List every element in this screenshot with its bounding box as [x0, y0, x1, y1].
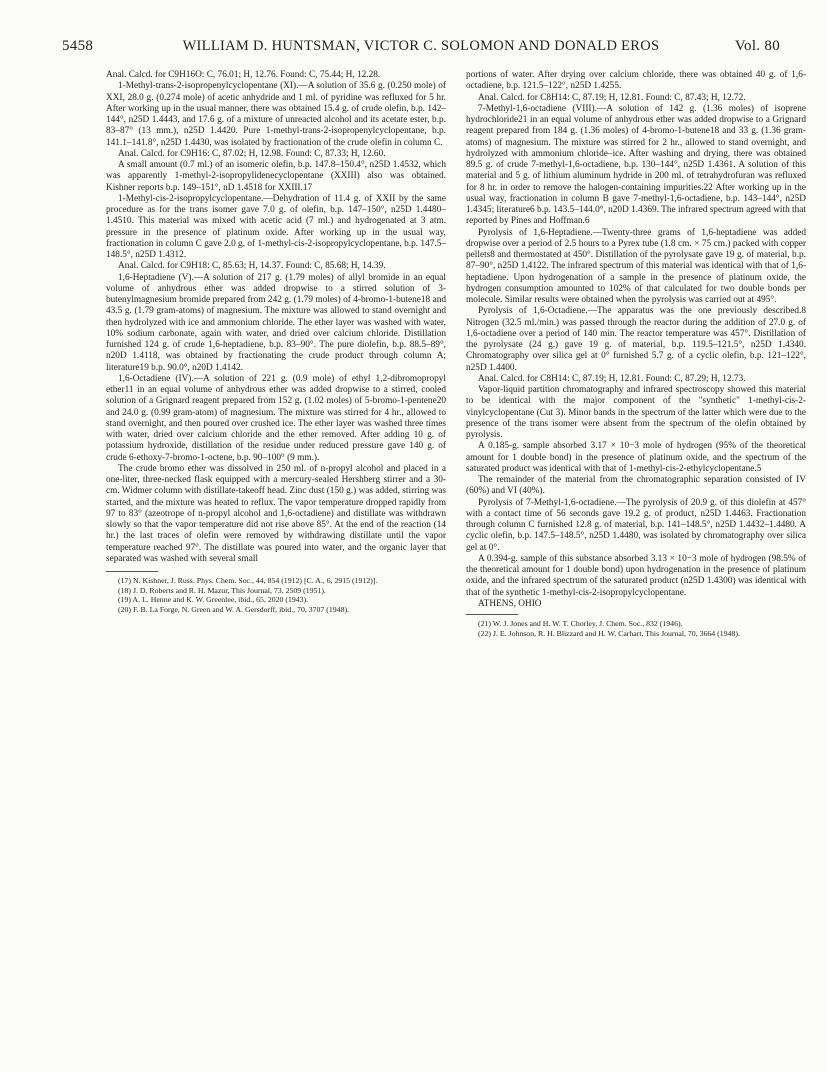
- footnote: (20) F. B. La Forge, N. Green and W. A. Gersdorff, ibid., 70, 3707 (1948).: [118, 604, 350, 614]
- footnote: (21) W. J. Jones and H. W. T. Chorley, J. Chem. Soc., 832 (1946).: [478, 619, 683, 628]
- paragraph: Anal. Calcd. for C8H14: C, 87.19; H, 12.81. Found: C, 87.29; H, 12.73.: [478, 373, 746, 384]
- paragraph: A 0.185-g. sample absorbed 3.17 × 10−3 mole of hydrogen (95% of the theoretical amount for 1 double bond) in the presence of platinum oxide, and the spectrum of the saturated product was identical with that of 1-methyl-cis-2-ethylcyclopentane.5: [466, 441, 806, 474]
- page-number: 5458: [62, 38, 94, 54]
- right-column: [466, 70, 806, 638]
- paragraph: 1-Methyl-trans-2-isopropenylcyclopentane (XI).—A solution of 35.6 g. (0.250 mole) of XXI, 28.0 g. (0.274 mole) of acetic anhydride and 1 ml. of pyridine was refluxed for 5 hr. After working up in the usual manner, there was obtained 15.4 g. of crude olefin, b.p. 142–144°, n25D 1.4443, and 17.6 g. of a mixture of unreacted alcohol and its acetate ester, b.p. 83–87° (13 mm.), n25D 1.4420. Pure 1-methyl-trans-2-isopropenylcyclopentane, b.p. 141.1–141.8°, n25D 1.4430, was isolated by fractionation of the crude olefin in column C.: [106, 81, 446, 148]
- paragraph: A small amount (0.7 ml.) of an isomeric olefin, b.p. 147.8–150.4°, n25D 1.4532, which was apparently 1-methyl-2-isopropylidenecyclopentane (XXIII) also was obtained. Kishner reports b.p. 149–151°, nD 1.4518 for XXIII.17: [106, 160, 446, 193]
- footnote: (22) J. E. Johnson, R. H. Blizzard and H. W. Carhart, This Journal, 70, 3664 (1948).: [478, 628, 740, 638]
- paragraph: Pyrolysis of 1,6-Heptadiene.—Twenty-three grams of 1,6-heptadiene was added dropwise over a period of 2.5 hours to a Pyrex tube (1.8 cm. × 75 cm.) packed with copper pellets8 and thermostated at 450°. Distillation of the pyrolysate gave 19 g. of material, b.p. 87–90°, n25D 1.4122. The infrared spectrum of this material was identical with that of 1,6-heptadiene. Upon hydrogenation of a sample in the presence of platinum oxide, the hydrogen consumption amounted to 102% of that calculated for two double bonds per molecule. Similar results were obtained when the pyrolysis was carried out at 495°.: [466, 227, 806, 305]
- footnote: (17) N. Kishner, J. Russ. Phys. Chem. Soc., 44, 854 (1912) [C. A., 6, 2915 (1912)].: [118, 576, 378, 585]
- paragraph: 1-Methyl-cis-2-isopropylcyclopentane.—Dehydration of 11.4 g. of XXII by the same procedure as for the trans isomer gave 7.0 g. of olefin, b.p. 147–150°, n25D 1.4480–1.4510. This material was mixed with acetic acid (7 ml.) and hydrogenated at 3 atm. pressure in the presence of platinum oxide. After working up in the usual way, fractionation in column C gave 2.0 g. of 1-methyl-cis-2-isopropylcyclopentane, b.p. 147.5–148.5°, n25D 1.4312.: [106, 193, 446, 260]
- paragraph: Anal. Calcd. for C9H16O: C, 76.01; H, 12.76. Found: C, 75.44; H, 12.28.: [106, 70, 381, 80]
- paragraph: portions of water. After drying over calcium chloride, there was obtained 40 g. of 1,6-octadiene, b.p. 121.5–122°, n25D 1.4255.: [466, 70, 806, 92]
- footnote-divider: [466, 614, 518, 615]
- paragraph: Anal. Calcd. for C9H16: C, 87.02; H, 12.98. Found: C, 87.33; H, 12.60.: [118, 148, 386, 159]
- paragraph: Vapor-liquid partition chromatography and infrared spectroscopy showed this material to be identical with the major component of the "synthetic" 1-methyl-cis-2-vinylcyclopentane (Cut 3). Minor bands in the spectrum of the latter which were due to the presence of the trans isomer were absent from the spectrum of the olefin obtained by pyrolysis.: [466, 385, 806, 440]
- paragraph: The crude bromo ether was dissolved in 250 ml. of n-propyl alcohol and placed in a one-liter, three-necked flask equipped with a mercury-sealed Hershberg stirrer and a 30-cm. Widmer column with distillate-takeoff head. Zinc dust (150 g.) was added, stirring was started, and the mixture was heated to reflux. The vapor temperature dropped rapidly from 97 to 83° (azeotrope of n-propyl alcohol and 1,6-octadiene) and distillate was withdrawn slowly so that the vapor temperature did not rise above 85°. At the end of the reaction (14 hr.) the last traces of olefin were removed by withdrawing distillate until the vapor temperature reached 97°. The distillate was poured into water, and the organic layer that separated was washed with several small: [106, 463, 446, 564]
- paragraph: A 0.394-g. sample of this substance absorbed 3.13 × 10−3 mole of hydrogen (98.5% of the theoretical amount for 1 double bond) upon hydrogenation in the presence of platinum oxide, and the infrared spectrum of the saturated product (n25D 1.4300) was identical with that of the synthetic 1-methyl-cis-2-isopropylcyclopentane.: [466, 553, 806, 598]
- paragraph: 1,6-Heptadiene (V).—A solution of 217 g. (1.79 moles) of allyl bromide in an equal volume of anhydrous ether was added dropwise to a stirred solution of 3-butenylmagnesium bromide prepared from 242 g. (1.79 moles) of 4-bromo-1-butene18 and 43.5 g. (1.79 gram-atoms) of magnesium. The mixture was allowed to stand overnight and then hydrolyzed with ice and ammonium chloride. The ether layer was washed with water, 10% sodium carbonate, again with water, and dried over calcium chloride. Distillation furnished 124 g. of crude 1,6-heptadiene, b.p. 83–90°. The pure diolefin, b.p. 88.5–89°, n20D 1.4118, was obtained by fractionating the crude product through column A; literature19 b.p. 90.0°, n20D 1.4142.: [106, 272, 446, 373]
- running-authors: WILLIAM D. HUNTSMAN, VICTOR C. SOLOMON AND DONALD EROS: [182, 38, 660, 54]
- paragraph: Anal. Calcd. for C9H18: C, 85.63; H, 14.37. Found: C, 85.68; H, 14.39.: [118, 261, 386, 272]
- footnote: (19) A. L. Henne and K. W. Greenlee, ibid., 65, 2020 (1943).: [118, 595, 309, 605]
- paragraph: Pyrolysis of 7-Methyl-1,6-octadiene.—The pyrolysis of 20.9 g. of this diolefin at 457° with a contact time of 56 seconds gave 19.2 g. of product, n25D 1.4463. Fractionation through column C furnished 12.8 g. of material, b.p. 141–148.5°, n25D 1.4432–1.4480. A cyclic olefin, b.p. 147.5–148.5°, n25D 1.4480, was isolated by chromatography over silica gel at 0°.: [466, 497, 806, 553]
- page-header: [62, 38, 780, 60]
- paragraph: 7-Methyl-1,6-octadiene (VIII).—A solution of 142 g. (1.36 moles) of isoprene hydrochloride21 in an equal volume of anhydrous ether was added dropwise to a Grignard reagent prepared from 184 g. (1.36 moles) of 4-bromo-1-butene18 and 33 g. (1.36 gram-atoms) of magnesium. The mixture was stirred for 2 hr., allowed to stand overnight, and hydrolyzed with ammonium chloride–ice. After washing and drying, there was obtained 89.5 g. of crude 7-methyl-1,6-octadiene, b.p. 130–144°, n25D 1.4361. A solution of this material and 5 g. of lithium aluminum hydride in 200 ml. of tetrahydrofuran was refluxed for 8 hr. in order to remove the halogen-containing impurities.22 After working up in the usual way, fractionation in column B gave 7-methyl-1,6-octadiene, b.p. 143–144°, n25D 1.4345; literature6 b.p. 143.5–144.0°, n20D 1.4369. The infrared spectrum agreed with that reported by Pines and Hoffman.6: [466, 103, 806, 227]
- paragraph: Pyrolysis of 1,6-Octadiene.—The apparatus was the one previously described.8 Nitrogen (32.5 ml./min.) was passed through the reactor during the addition of 27.0 g. of 1,6-octadiene over a period of 140 min. The reactor temperature was 457°. Distillation of the pyrolysate (24 g.) gave 19 g. of material, b.p. 119.5–121.5°, n25D 1.4340. Chromatography over silica gel at 0° furnished 5.7 g. of a cyclic olefin, b.p. 121–122°, n25D 1.4400.: [466, 306, 806, 373]
- left-column: [106, 70, 446, 614]
- affiliation: ATHENS, OHIO: [478, 598, 542, 609]
- footnote-divider: [106, 571, 158, 572]
- volume-label: Vol. 80: [734, 38, 780, 54]
- paragraph: 1,6-Octadiene (IV).—A solution of 221 g. (0.9 mole) of ethyl 1,2-dibromopropyl ether11 in an equal volume of anhydrous ether was added dropwise to a stirred, cooled solution of a Grignard reagent prepared from 152 g. (1.02 moles) of 5-bromo-1-pentene20 and 24.0 g. (0.99 gram-atom) of magnesium. The mixture was stirred for 4 hr., allowed to stand overnight, and then poured over crushed ice. The ether layer was washed three times with water, dried over calcium chloride and the ether removed. After adding 10 g. of potassium hydroxide, distillation of the residue under reduced pressure gave 140 g. of crude 6-ethoxy-7-bromo-1-octene, b.p. 90–100° (9 mm.).: [106, 373, 446, 463]
- paragraph: The remainder of the material from the chromatographic separation consisted of IV (60%) and VI (40%).: [466, 475, 806, 497]
- footnote: (18) J. D. Roberts and R. H. Mazur, This Journal, 73, 2509 (1951).: [118, 585, 326, 595]
- paragraph: Anal. Calcd. for C8H14: C, 87.19; H, 12.81. Found: C, 87.43; H, 12.72.: [478, 92, 746, 103]
